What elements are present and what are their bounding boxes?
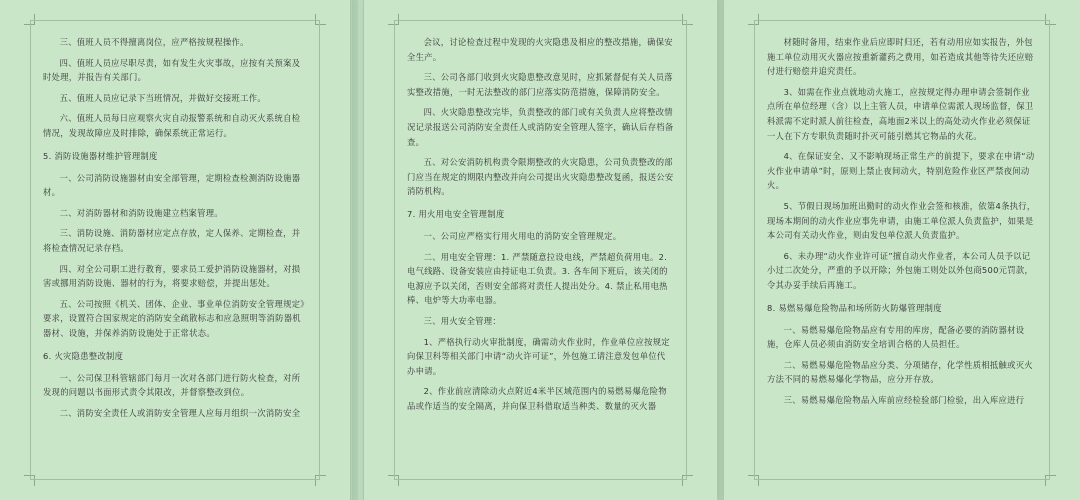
- page-text-area[interactable]: [394, 20, 687, 480]
- document-page-2: [364, 0, 717, 500]
- paragraph: 材随时备用，结束作业后应即时归还，若有动用应如实报告，外包施工单位动用灭火器应按重新灌药之费用，如若造成其他等待失还应赔付进行赔偿并追究责任。: [767, 37, 1034, 77]
- paragraph: 五、对公安消防机构责令限期整改的火灾隐患，公司负责整改的部门应当在规定的期限内整改并向公司提出火灾隐患整改复函，报送公安消防机构。: [407, 157, 674, 197]
- paragraph: 5、节假日现场加班出勤时的动火作业会签和核准，依第4条执行，现场本期间的动火作业应事先申请，由施工单位派人负责监护，如果是本公司有关动火作业，则由发包单位派人负责监护。: [767, 200, 1036, 241]
- paragraph: 二、消防安全责任人或消防安全管理人应每月组织一次消防安全: [59, 407, 301, 418]
- page-gap: [352, 0, 358, 500]
- paragraph: 会议，讨论检查过程中发现的火灾隐患及相应的整改措施，确保安全生产。: [407, 37, 673, 62]
- paragraph: 六、值班人员每日应观察火灾自动报警系统和自动灭火系统自检情况，发现故障应及时排除，确保系统正常运行。: [43, 113, 301, 138]
- section-heading: 7. 用火用电安全管理制度: [407, 208, 505, 219]
- paragraph: 四、对全公司职工进行教育，要求员工爱护消防设施器材，对损害或挪用消防设施、器材的行为，将要求赔偿，并提出惩处。: [43, 263, 301, 289]
- paragraph: 五、公司按照《机关、团体、企业、事业单位消防安全管理规定》要求，设置符合国家规定的消防安全疏散标志和应急照明等消防器机器材、设施，并保养消防设施处于正常状态。: [43, 298, 305, 338]
- paragraph: 3、如需在作业点就地动火施工，应按规定得办理申请会签制作业点所在单位经理（含）以上主管人员，申请单位需派人现场监督，保卫科派需不定时派人前往检查，高地面2米以上的高处动火作业必须保证一人在下方专职负责随时扑灭可能引燃其它物品的火花。: [767, 86, 1034, 141]
- page-text-area[interactable]: [30, 20, 320, 480]
- paragraph: 四、值班人员应尽职尽责，如有发生火灾事故，应按有关预案及时处理，并报告有关部门。: [43, 57, 301, 83]
- paragraph: 三、用火安全管理：: [423, 315, 501, 326]
- document-page-3: [724, 0, 1080, 500]
- paragraph: 二、易燃易爆危险物品应分类、分项储存，化学性质相抵触或灭火方法不同的易燃易爆化学物品，应分开存放。: [767, 359, 1033, 385]
- paragraph: 6、未办理“动火作业许可证”擅自动火作业者，本公司人员予以记小过二次处分，严重的予以开除；外包施工则处以外包商500元罚款，令其办妥手续后再施工。: [767, 250, 1034, 290]
- paragraph: 一、公司保卫科管辖部门每月一次对各部门进行防火检查，对所发现的问题以书面形式责令其限改，并督察整改到位。: [43, 372, 301, 398]
- paragraph: 三、易燃易爆危险物品入库前应经检验部门检验，出入库应进行: [783, 394, 1025, 405]
- paragraph: 一、易燃易爆危险物品应有专用的库房，配备必要的消防器材设施，仓库人员必须由消防安全培训合格的人员担任。: [767, 324, 1025, 350]
- section-heading: 6. 火灾隐患整改制度: [43, 350, 124, 361]
- paragraph: 1、严格执行动火审批制度，确需动火作业时，作业单位应按规定向保卫科等相关部门申请“动火许可证”，外包施工请注意发包单位代办申请。: [407, 336, 670, 376]
- document-page-1: [0, 0, 350, 500]
- paragraph: 一、公司应严格实行用火用电的消防安全管理规定。: [423, 230, 622, 241]
- section-heading: 5. 消防设施器材维护管理制度: [43, 150, 158, 161]
- paragraph: 三、消防设施、消防器材应定点存放，定人保养、定期检查，并将检查情况记录存档。: [43, 228, 301, 253]
- paragraph: 一、公司消防设施器材由安全部管理，定期检查检测消防设施器材。: [43, 172, 301, 198]
- section-heading: 8. 易燃易爆危险物品和场所防火防爆管理制度: [767, 302, 942, 313]
- paragraph: 2、作业前应清除动火点附近4米半区域范围内的易燃易爆危险物品或作适当的安全隔离，并向保卫科借取适当种类、数量的灭火器: [407, 386, 667, 411]
- paragraph: 三、值班人员不得擅离岗位，应严格按规程操作。: [59, 37, 249, 47]
- page-text-area[interactable]: [754, 20, 1050, 480]
- paragraph: 4、在保证安全、又不影响现场正常生产的前提下，要求在申请“动火作业申请单”时，原则上禁止夜间动火，特别危险作业区严禁夜间动火。: [767, 151, 1035, 191]
- paragraph: 二、对消防器材和消防设施建立档案管理。: [59, 207, 223, 218]
- paragraph: 三、公司各部门收到火灾隐患整改意见时，应抓紧督促有关人员落实整改措施，一时无法整改的部门应落实防范措施，保障消防安全。: [407, 72, 673, 97]
- paragraph: 五、值班人员应记录下当班情况，并做好交接班工作。: [59, 92, 266, 103]
- paragraph: 四、火灾隐患整改完毕，负责整改的部门或有关负责人应将整改情况记录报送公司消防安全责任人或消防安全管理人签字，确认后存档备查。: [407, 107, 674, 147]
- paragraph: 二、用电安全管理：1. 严禁随意拉设电线，严禁超负荷用电。2. 电气线路、设备安装应由持证电工负责。3. 各车间下班后，该关闭的电源应予以关闭，否则安全部将对责任人提出处分。4. 禁止私用电热棒、电炉等大功率电器。: [407, 251, 668, 306]
